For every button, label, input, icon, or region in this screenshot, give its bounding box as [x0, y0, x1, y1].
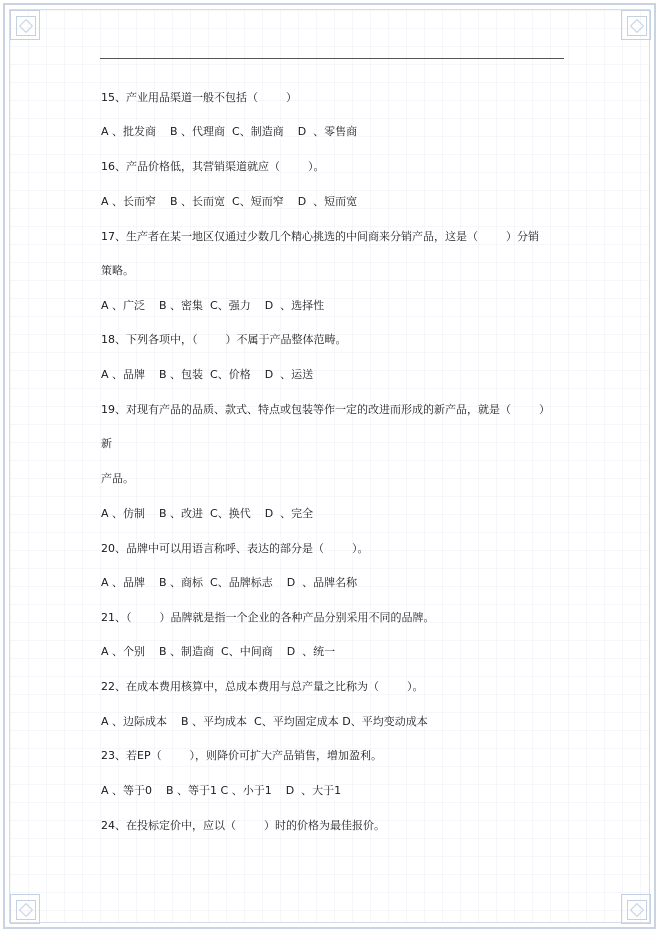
question-15-options: A 、批发商 B 、代理商 C、制造商 D 、零售商 [101, 125, 358, 138]
question-19-options: A 、仿制 B 、改进 C、换代 D 、完全 [101, 507, 314, 520]
corner-ornament-top-right [621, 10, 651, 40]
question-20-options: A 、品牌 B 、商标 C、品牌标志 D 、品牌名称 [101, 576, 358, 589]
question-23-options: A 、等于0 B 、等于1 C 、小于1 D 、大于1 [101, 784, 342, 797]
question-23: 23、若EP（ ），则降价可扩大产品销售，增加盈利。 [101, 749, 383, 762]
question-18: 18、下列各项中，（ ）不属于产品整体范畴。 [101, 333, 347, 346]
question-20: 20、品牌中可以用语言称呼、表达的部分是（ ）。 [101, 542, 369, 555]
question-16-options: A 、长而窄 B 、长而宽 C、短而窄 D 、短而宽 [101, 195, 358, 208]
corner-ornament-bottom-right [621, 894, 651, 924]
question-19: 19、对现有产品的品质、款式、特点或包装等作一定的改进而形成的新产品，就是（ ） [101, 403, 550, 416]
question-21: 21、（ ）品牌就是指一个企业的各种产品分别采用不同的品牌。 [101, 611, 435, 624]
question-22: 22、在成本费用核算中，总成本费用与总产量之比称为（ ）。 [101, 680, 424, 693]
question-15: 15、产业用品渠道一般不包括（ ） [101, 91, 297, 104]
question-22-options: A 、边际成本 B 、平均成本 C、平均固定成本 D、平均变动成本 [101, 715, 428, 728]
question-21-options: A 、个别 B 、制造商 C、中间商 D 、统一 [101, 645, 336, 658]
question-19-cont-1: 新 [101, 437, 112, 450]
question-19-cont-2: 产品。 [101, 472, 134, 485]
question-16: 16、产品价格低，其营销渠道就应（ ）。 [101, 160, 325, 173]
corner-ornament-bottom-left [10, 894, 40, 924]
header-rule [100, 58, 564, 59]
question-18-options: A 、品牌 B 、包装 C、价格 D 、运送 [101, 368, 314, 381]
question-17-cont: 策略。 [101, 264, 134, 277]
corner-ornament-top-left [10, 10, 40, 40]
question-24: 24、在投标定价中，应以（ ）时的价格为最佳报价。 [101, 819, 385, 832]
question-17: 17、生产者在某一地区仅通过少数几个精心挑选的中间商来分销产品，这是（ ）分销 [101, 230, 539, 243]
question-17-options: A 、广泛 B 、密集 C、强力 D 、选择性 [101, 299, 325, 312]
